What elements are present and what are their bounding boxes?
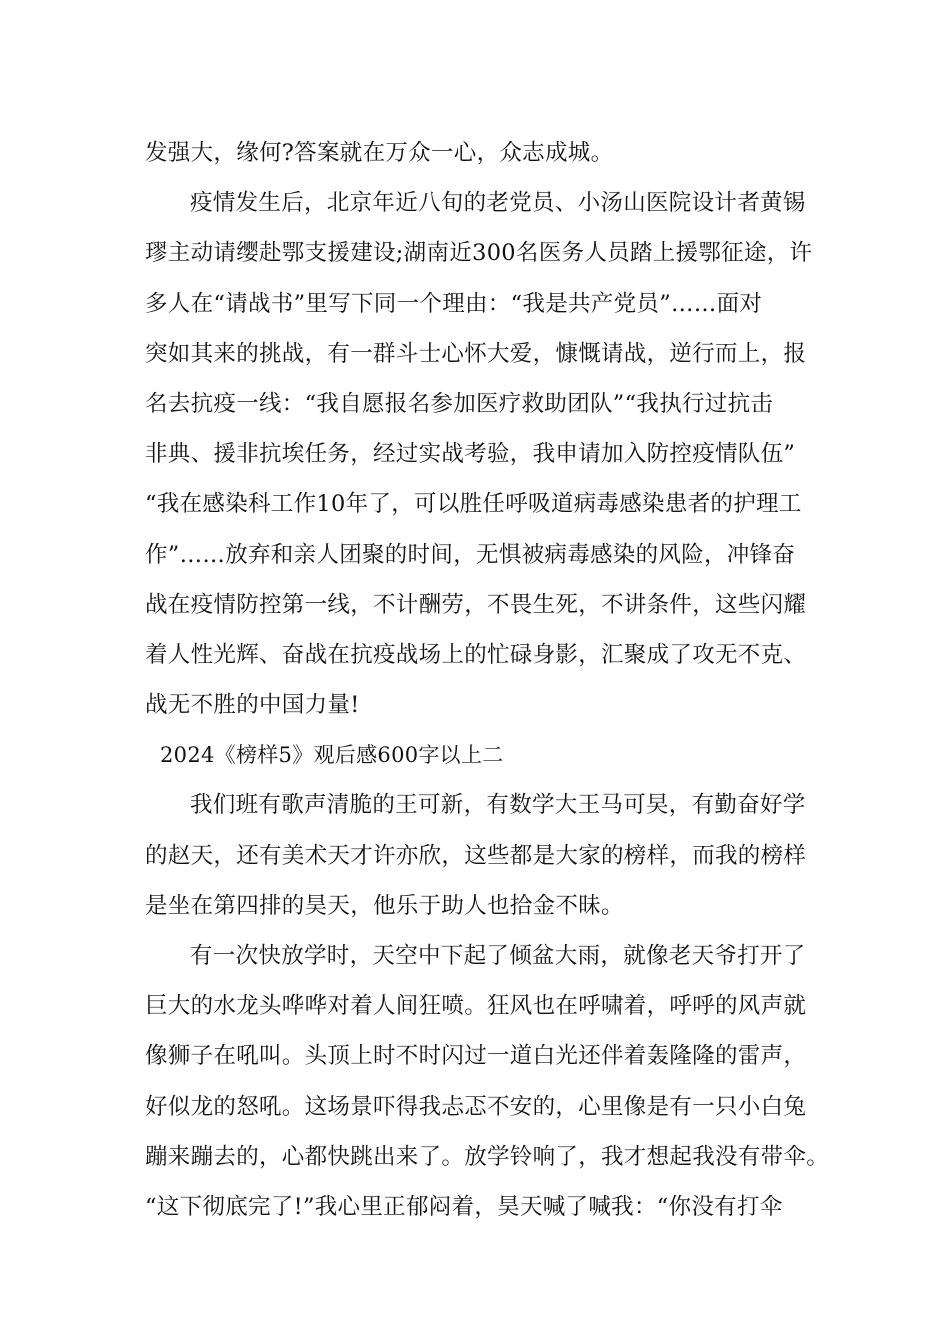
text-line: 的赵天，还有美术天才许亦欣，这些都是大家的榜样，而我的榜样	[145, 842, 807, 869]
text-line: 作”……放弃和亲人团聚的时间，无惧被病毒感染的风险，冲锋奋	[145, 541, 796, 568]
text-line: 非典、援非抗埃任务，经过实战考验，我申请加入防控疫情队伍”	[145, 441, 796, 468]
text-line: 像狮子在吼叫。头顶上时不时闪过一道白光还伴着轰隆隆的雷声，	[145, 1043, 807, 1070]
text-line: 疫情发生后，北京年近八旬的老党员、小汤山医院设计者黄锡	[190, 190, 806, 217]
text-line: “我在感染科工作10年了，可以胜任呼吸道病毒感染患者的护理工	[145, 491, 802, 518]
section-heading: 2024《榜样5》观后感600字以上二	[160, 743, 504, 768]
document-body	[145, 128, 830, 1232]
text-line: 战无不胜的中国力量!	[145, 692, 360, 719]
text-line: 好似龙的怒吼。这场景吓得我忐忑不安的，心里像是有一只小白兔	[145, 1093, 807, 1120]
text-line: 璆主动请缨赴鄂支援建设;湖南近300名医务人员踏上援鄂征途，许	[145, 240, 813, 267]
text-line: 巨大的水龙头哗哗对着人间狂喷。狂风也在呼啸着，呼呼的风声就	[145, 993, 807, 1020]
text-line: 发强大，缘何?答案就在万众一心，众志成城。	[145, 140, 614, 166]
text-line: 突如其来的挑战，有一群斗士心怀大爱，慷慨请战，逆行而上，报	[145, 340, 807, 367]
text-line: 蹦来蹦去的，心都快跳出来了。放学铃响了，我才想起我没有带伞。	[145, 1143, 830, 1170]
text-line: 战在疫情防控第一线，不计酬劳，不畏生死，不讲条件，这些闪耀	[145, 591, 807, 618]
text-line: 多人在“请战书”里写下同一个理由：“我是共产党员”……面对	[145, 290, 763, 317]
text-line: 有一次快放学时，天空中下起了倾盆大雨，就像老天爷打开了	[190, 943, 806, 969]
text-line: 是坐在第四排的昊天，他乐于助人也拾金不昧。	[145, 892, 624, 919]
text-line: 着人性光辉、奋战在抗疫战场上的忙碌身影，汇聚成了攻无不克、	[145, 641, 807, 668]
text-line: “这下彻底完了!”我心里正郁闷着，昊天喊了喊我：“你没有打伞	[145, 1193, 783, 1220]
text-line: 我们班有歌声清脆的王可新，有数学大王马可旲，有勤奋好学	[190, 792, 806, 819]
text-line: 名去抗疫一线：“我自愿报名参加医疗救助团队”“我执行过抗击	[145, 390, 774, 417]
